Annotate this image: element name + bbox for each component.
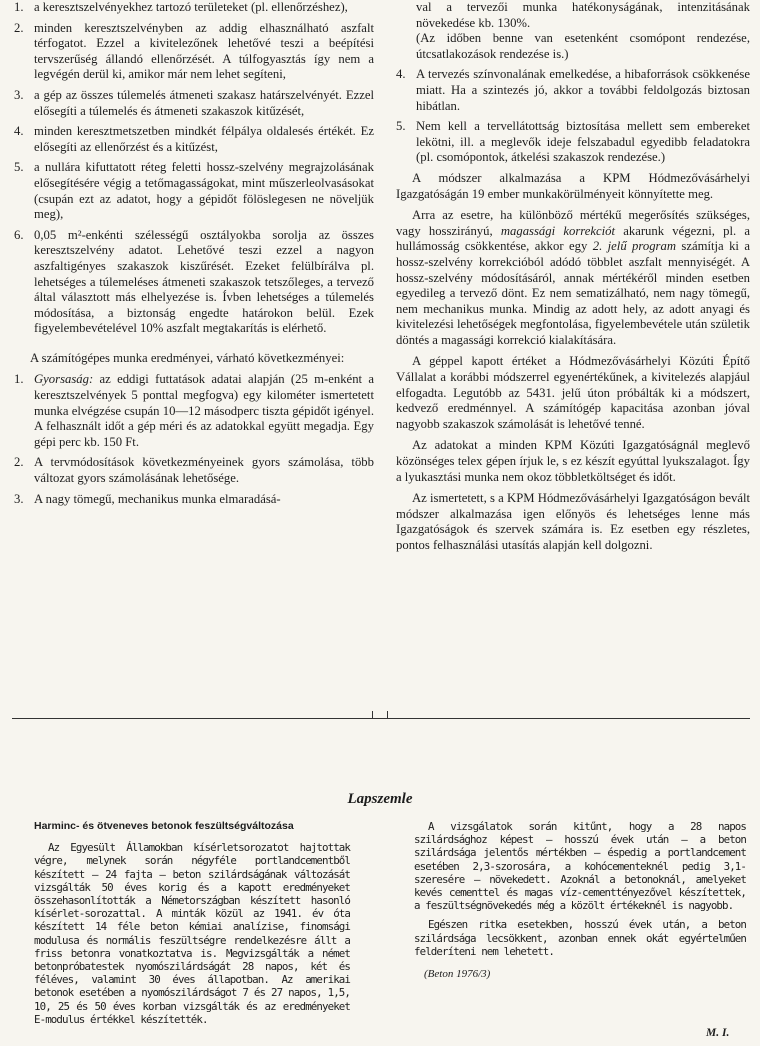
list-item: 3. a gép az összes túlemelés átmeneti szakasz határszelvényét. Ezzel elősegíti a túlemelés és átmeneti szakaszok kitűzését,: [14, 87, 374, 118]
left-column: [14, 0, 374, 512]
paragraph: A géppel kapott értéket a Hódmezővásárhelyi Közúti Építő Vállalat a korábbi módszerrel egyenértékűnek, a kivitelezés alapjául elfogadta. Legutóbb az 5431. jelű úton próbálták ki a módszert, kedvező eredménnyel. A számítógép kapacitása azonban jóval nagyobb szakaszok számolását is lehetővé tenné.: [396, 354, 750, 431]
result-list-right: [396, 67, 750, 166]
review-title: Harminc- és ötveneves betonok feszültségváltozása: [34, 820, 294, 832]
list-item: 5. a nullára kifuttatott réteg feletti hossz-szelvény megrajzolásának elősegítésére végig a tetőmagasságokat, mint műszerleolvasásokat (csupán ezt az adatot, hogy a gépidőt fölöslegesen ne növeljük meg),: [14, 160, 374, 222]
list-item: 5. Nem kell a tervellátottság biztosítása mellett sem embereket lekötni, ill. a meglevők ideje felszabadul egyedibb feladatokra (pl. csomópontok, átkelési szakaszok rendezése.): [396, 119, 750, 165]
list-item: 1. Gyorsaság: az eddigi futtatások adatai alapján (25 m-enként a keresztszelvények 5 ponttal megfogva) egy kilométer ismertetett munka elvégzése csupán 10—12 másodperc tiszta gépidőt igényel. A felhasznált időt a gép méri és az adatokkal együtt megadja. Egy gépi perc kb. 150 Ft.: [14, 372, 374, 449]
result-list-bottom: [14, 372, 374, 507]
list-item: 2. minden keresztszelvényben az addig elhasználható aszfalt térfogatot. Ezzel a kivitelezőnek lehetővé teszi a beépítési tervszerűség állandó ellenőrzését. A túlfogyasztás így nem a legvégén derül ki, amikor már nem lehet segíteni,: [14, 20, 374, 82]
list-item: 6. 0,05 m²-enkénti szélességű osztályokba sorolja az összes keresztszelvény adatot. Lehetővé teszi ezzel a nagyon aszfaltigényes szakaszok kiszűrését. Ezeket felülbírálva pl. lehetséges a túlemeléses átmeneti szakaszok tetszőleges, a tervező által választott más elhelyezése is. Ívben lehetséges a túlemelés módosítása, a biztonság engedte határokon belül. Ezek figyelembevételével 10% aszfalt megtakarítás is elérhető.: [14, 227, 374, 336]
section-title: Lapszemle: [347, 791, 413, 807]
list-item: 2. A tervmódosítások következményeinek gyors számolása, több változat gyors számolásának lehetősége.: [14, 455, 374, 486]
review-paragraph: A vizsgálatok során kitűnt, hogy a 28 napos szilárdsághoz képest — hosszú évek után — a beton szilárdsága jelentős mértékben — éspedig a portlandcement esetében 2,3-szorosára, a kohócementeknél pedig 3,1-szeresére — növekedett. Azoknál a betonoknál, amelyeket kevés cementtel és magas víz-cementtényezővel készítettek, a feszültségnövekedés még a közölt értékeknél is nagyobb.: [414, 820, 746, 913]
review-left-column: [34, 820, 350, 1032]
review-source: (Beton 1976/3): [424, 968, 491, 981]
right-column: [396, 0, 750, 560]
results-intro: A számítógépes munka eredményei, várható következményei:: [30, 350, 345, 365]
review-paragraph: Egészen ritka esetekben, hosszú évek után, a beton szilárdsága lecsökkent, azonban ennek okát egyértelműen felderíteni nem lehetett.: [414, 918, 746, 958]
review-right-column: [414, 820, 746, 981]
list-item: 4. minden keresztmetszetben mindkét félpálya oldalesés értékét. Ez elősegíti az ellenőrzést és a kitűzést,: [14, 124, 374, 154]
paragraph: Az ismertetett, s a KPM Hódmezővásárhelyi Igazgatóságon bevált módszer alkalmazása igen előnyös és lehetséges lenne más Igazgatóságok és szervek számára is. Ez esetben egy részletes, pontos felhasználási utasítás alapján kell dolgozni.: [396, 491, 750, 552]
result-list-top: [14, 0, 374, 337]
list-item: 4. A tervezés színvonalának emelkedése, a hibaforrások csökkenése miatt. Ha a szintezés jó, akkor a további feldolgozás biztosan hibátlan.: [396, 67, 750, 113]
review-paragraph: Az Egyesült Államokban kísérletsorozatot hajtottak végre, melynek során négyféle portlandcementből készített — 24 fajta — beton szilárdságának változását vizsgálták 50 éves korig és a kapott eredményeket összehasonlították a Németországban készített hasonló kísérlet-sorozattal. A minták közül az 1941. év óta készített 14 féle beton kémiai analízise, finomsági modulusa és normális feszültségre rendelkezésre állt a friss betonra vonatkoztatva is. Megvizsgálták a német betonpróbatestek nyomószilárdságát 28 napos, két és féléves, valamint 30 éves állapotban. Az amerikai betonok esetében a nyomószilárdságot 7 és 27 napos, 1,5, 10, 25 és 50 éves korban vizsgálták és az eredményeket E-modulus értékkel készítették.: [34, 841, 350, 1026]
paragraph: A módszer alkalmazása a KPM Hódmezővásárhelyi Igazgatóságán 19 ember munkakörülményeit könnyítette meg.: [396, 170, 750, 201]
continuation-note: (Az időben benne van esetenként csomópont rendezése, útcsatlakozások rendezése is.): [416, 31, 750, 61]
paragraph: Az adatokat a minden KPM Közúti Igazgatóságnál meglevő közönséges telex gépen írjuk le, s ez készít egyúttal lyukszalagot. Így a lyukasztási munka nem okoz többletköltséget és időt.: [396, 438, 750, 484]
review-signature: M. I.: [706, 1027, 730, 1039]
list-item: 3. A nagy tömegű, mechanikus munka elmaradásá-: [14, 491, 281, 506]
divider-mark: [372, 711, 388, 719]
list-item: 1. a keresztszelvényekhez tartozó területeket (pl. ellenőrzéshez),: [14, 0, 348, 14]
continuation-text: val a tervezői munka hatékonyságának, intenzitásának növekedése kb. 130%.: [416, 0, 750, 30]
paragraph: Arra az esetre, ha különböző mértékű megerősítés szükséges, vagy hosszirányú, magassági korrekciót akarunk végezni, pl. a hullámosság csökkentése, akkor egy 2. jelű program számítja ki a hossz-szelvény korrekcióból adódó többlet aszfalt mennyiségét. A hossz-szelvény módosításáról, annak mértékéről minden esetben egyedileg a tervező dönt. Ez nem sematizálható, nem nagy tömegű, nem mechanikus munka. Mindig az adott hely, az adott anyagi és kivitelezési lehetőségek megfontolása, figyelembevétele után születik döntés a magassági korrekció kialakítására.: [396, 208, 750, 347]
